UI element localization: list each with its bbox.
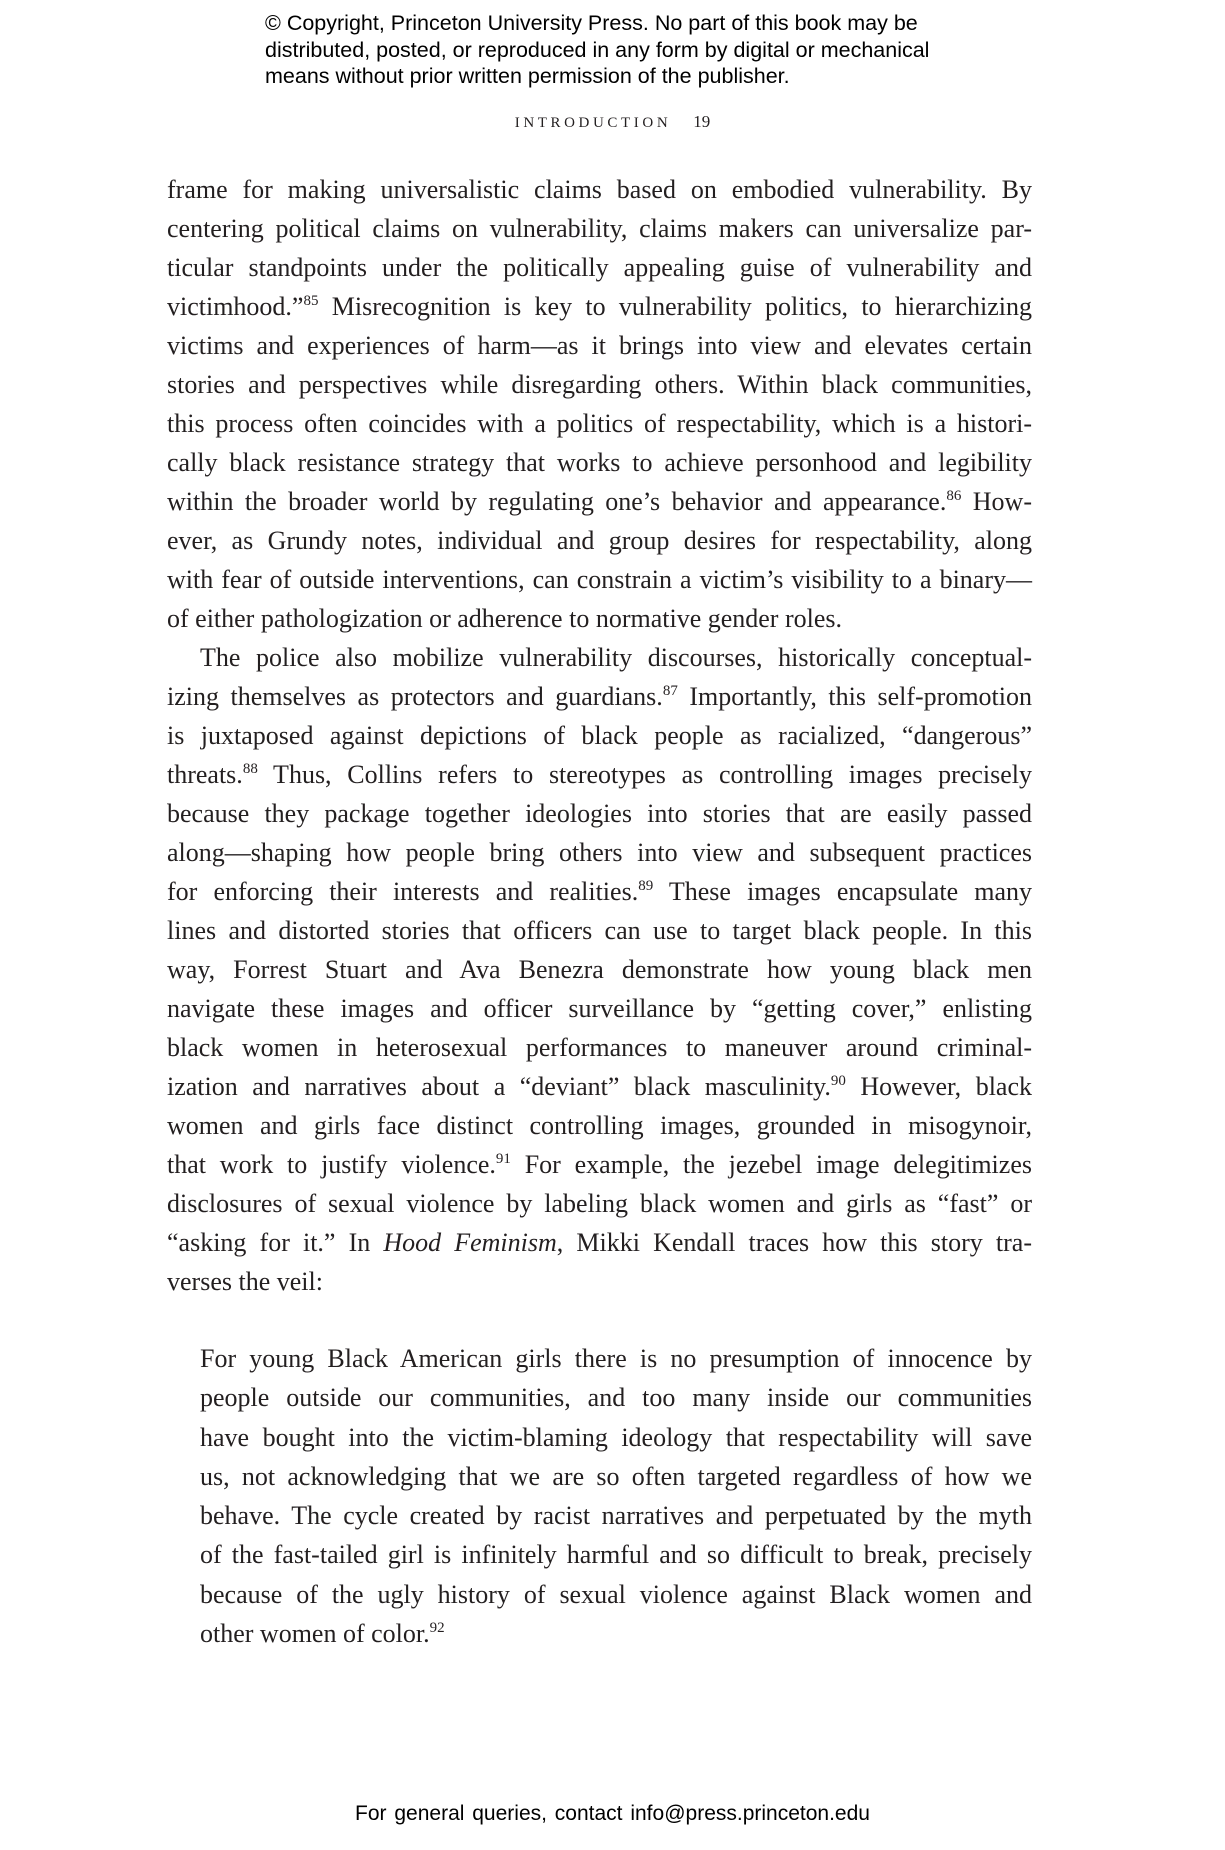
line-text: “asking for it.” In (167, 1228, 384, 1257)
text-line (167, 1223, 1032, 1262)
line-text: ization and narratives about a “deviant” black masculinity. (167, 1072, 831, 1101)
copyright-line: means without prior written permission of the publisher. (265, 64, 790, 88)
line-text: for enforcing their interests and realities. (167, 877, 639, 906)
text-line: frame for making universalistic claims based on embodied vulnerability. By (167, 175, 1032, 204)
text-line (167, 1145, 1032, 1184)
text-line: of the fast-tailed girl is infinitely harmful and so difficult to break, precisely (200, 1540, 1032, 1570)
line-text: For example, the jezebel image delegitimizes (510, 1150, 1032, 1179)
text-line: victims and experiences of harm—as it brings into view and elevates certain (167, 331, 1032, 360)
line-text: victimhood.” (167, 292, 304, 321)
line-text: within the broader world by regulating one’s behavior and appearance. (167, 487, 947, 516)
copyright-line: distributed, posted, or reproduced in any form by digital or mechanical (265, 37, 930, 62)
running-head (0, 112, 1225, 132)
text-line: lines and distorted stories that officers can use to target black people. In this (167, 916, 1032, 945)
paragraph (167, 638, 1032, 1301)
line-text: , Mikki Kendall traces how this story tra- (556, 1228, 1032, 1257)
line-text: How- (961, 487, 1032, 516)
footnote-ref[interactable]: 91 (495, 1151, 511, 1167)
text-line: The police also mobilize vulnerability discourses, historically conceptual- (200, 643, 1032, 672)
text-line: have bought into the victim-blaming ideology that respectability will save (200, 1422, 1032, 1452)
text-line: behave. The cycle created by racist narratives and perpetuated by the myth (200, 1501, 1032, 1531)
text-line: navigate these images and officer surveillance by “getting cover,” enlisting (167, 994, 1032, 1023)
line-text: Thus, Collins refers to stereotypes as controlling images precisely (257, 760, 1032, 789)
text-line: because of the ugly history of sexual violence against Black women and (200, 1579, 1032, 1609)
text-line: disclosures of sexual violence by labeling black women and girls as “fast” or (167, 1189, 1032, 1218)
text-line (167, 677, 1032, 716)
footnote-ref[interactable]: 87 (662, 683, 678, 699)
page-number: 19 (693, 112, 711, 131)
copyright-notice (265, 10, 985, 90)
text-line (167, 755, 1032, 794)
text-line: centering political claims on vulnerability, claims makers can universalize par- (167, 214, 1032, 243)
section-title: INTRODUCTION (514, 115, 672, 131)
text-line: verses the veil: (167, 1267, 323, 1296)
text-line: black women in heterosexual performances to maneuver around criminal- (167, 1033, 1032, 1062)
text-line: because they package together ideologies into stories that are easily passed (167, 799, 1032, 828)
text-line: cally black resistance strategy that works to achieve personhood and legibility (167, 448, 1032, 477)
text-line: this process often coincides with a politics of respectability, which is a histori- (167, 409, 1032, 438)
footnote-ref[interactable]: 88 (242, 761, 258, 777)
line-text: These images encapsulate many (653, 877, 1032, 906)
line-text: izing themselves as protectors and guardians. (167, 682, 663, 711)
text-line: people outside our communities, and too many inside our communities (200, 1383, 1032, 1413)
text-line (167, 1067, 1032, 1106)
paragraph (167, 170, 1032, 638)
text-line: way, Forrest Stuart and Ava Benezra demonstrate how young black men (167, 955, 1032, 984)
text-line: stories and perspectives while disregarding others. Within black communities, (167, 370, 1032, 399)
line-text: Misrecognition is key to vulnerability politics, to hierarchizing (318, 292, 1032, 321)
text-line (167, 482, 1032, 521)
text-line: along—shaping how people bring others into view and subsequent practices (167, 838, 1032, 867)
line-text: that work to justify violence. (167, 1150, 496, 1179)
text-line (167, 872, 1032, 911)
line-text: However, black (845, 1072, 1032, 1101)
line-text: other women of color. (200, 1619, 430, 1649)
footnote-ref[interactable]: 85 (303, 293, 319, 309)
footnote-ref[interactable]: 89 (638, 878, 654, 894)
body-text (167, 170, 1032, 1301)
text-line: For young Black American girls there is no presumption of innocence by (200, 1344, 1032, 1373)
footnote-ref[interactable]: 90 (830, 1073, 846, 1089)
line-text: Importantly, this self-promotion (677, 682, 1032, 711)
text-line: of either pathologization or adherence to normative gender roles. (167, 604, 843, 633)
line-text: threats. (167, 760, 243, 789)
text-line: with fear of outside interventions, can constrain a victim’s visibility to a binary— (167, 565, 1032, 594)
text-line: is juxtaposed against depictions of black people as racialized, “dangerous” (167, 721, 1032, 750)
footnote-ref[interactable]: 86 (946, 488, 962, 504)
text-line: us, not acknowledging that we are so often targeted regardless of how we (200, 1461, 1032, 1491)
text-line: ticular standpoints under the politically appealing guise of vulnerability and (167, 253, 1032, 282)
text-line (200, 1614, 1032, 1653)
footnote-ref[interactable]: 92 (429, 1620, 445, 1637)
text-line (167, 287, 1032, 326)
block-quote (200, 1339, 1032, 1653)
text-line: ever, as Grundy notes, individual and group desires for respectability, along (167, 526, 1032, 555)
book-title: Hood Feminism (383, 1228, 557, 1257)
text-line: women and girls face distinct controlling images, grounded in misogynoir, (167, 1111, 1032, 1140)
copyright-line: © Copyright, Princeton University Press. No part of this book may be (265, 11, 918, 35)
footer-contact: For general queries, contact info@press.princeton.edu (355, 1802, 870, 1825)
